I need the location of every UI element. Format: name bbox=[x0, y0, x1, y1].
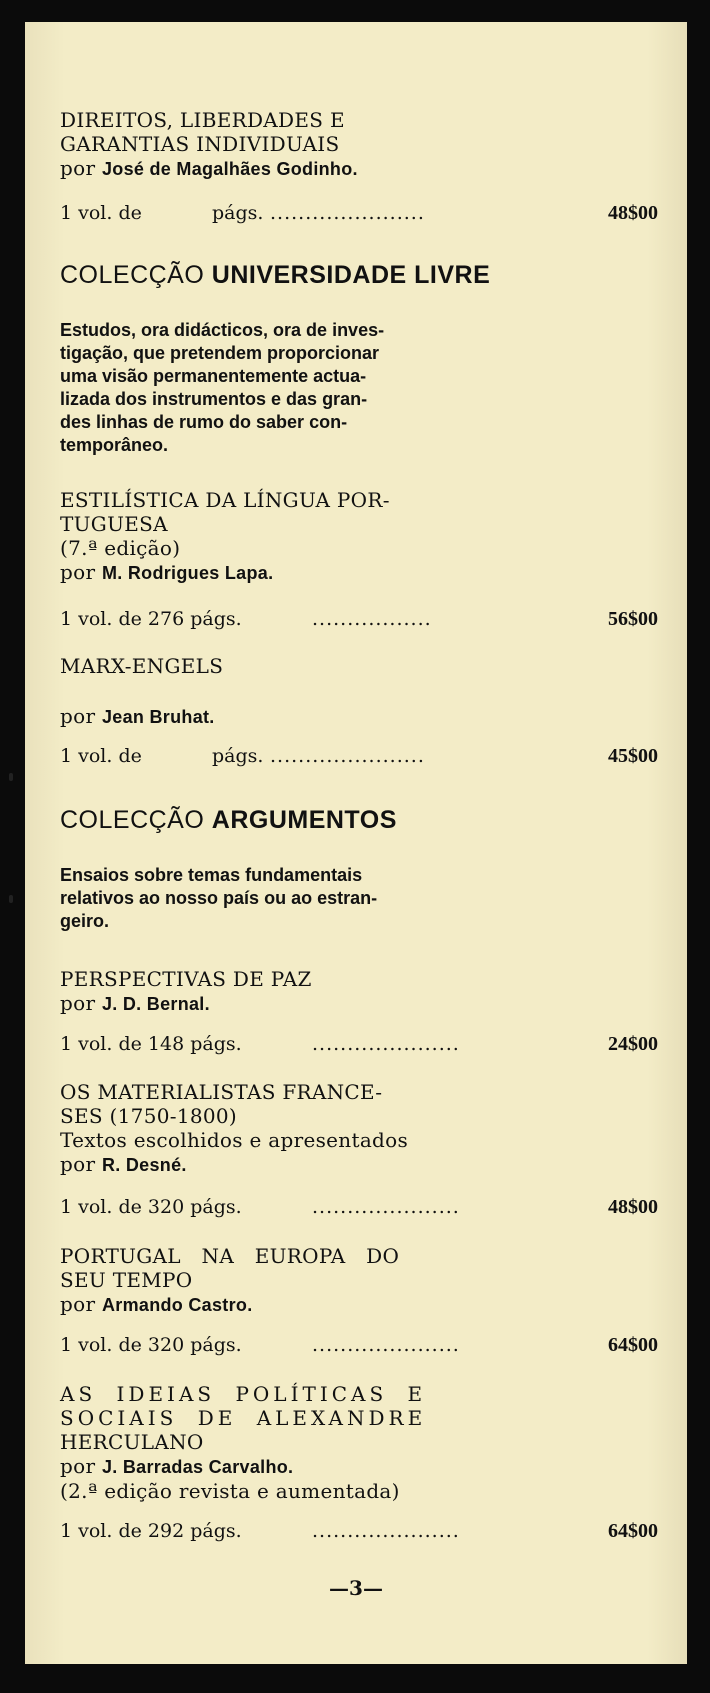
price: 56$00 bbox=[608, 608, 658, 630]
entry-author-line: por José de Magalhães Godinho. bbox=[60, 156, 358, 180]
entry-author-line: por Armando Castro. bbox=[60, 1292, 253, 1316]
entry-materialistas bbox=[60, 1080, 480, 1177]
entry-title: TUGUESA bbox=[60, 512, 168, 536]
volume-label: 1 vol. de 320 págs. bbox=[60, 1196, 242, 1218]
price: 48$00 bbox=[608, 1196, 658, 1218]
entry-author-line: por J. Barradas Carvalho. bbox=[60, 1454, 294, 1478]
price: 64$00 bbox=[608, 1334, 658, 1356]
dot-leader: ...................... bbox=[270, 745, 425, 767]
entry-title: GARANTIAS INDIVIDUAIS bbox=[60, 132, 340, 156]
dot-leader: ...................... bbox=[270, 202, 425, 224]
catalog-page bbox=[25, 22, 687, 1664]
volume-label: 1 vol. de 320 págs. bbox=[60, 1334, 242, 1356]
entry-author-line: por Jean Bruhat. bbox=[60, 704, 215, 728]
entry-edition: (2.ª edição revista e aumentada) bbox=[60, 1479, 400, 1503]
entry-portugal bbox=[60, 1244, 480, 1317]
entry-title: MARX-ENGELS bbox=[60, 654, 224, 678]
entry-author: José de Magalhães Godinho. bbox=[101, 159, 358, 179]
volume-label: 1 vol. de 148 págs. bbox=[60, 1033, 242, 1055]
entry-title: OS MATERIALISTAS FRANCE- bbox=[60, 1080, 383, 1104]
entry-author: Armando Castro. bbox=[101, 1295, 253, 1315]
entry-title: HERCULANO bbox=[60, 1430, 204, 1454]
entry-author-line: por R. Desné. bbox=[60, 1152, 187, 1176]
page-number: —3— bbox=[329, 1576, 383, 1600]
volume-label: págs. bbox=[212, 202, 264, 224]
price-line-direitos bbox=[60, 200, 658, 226]
price: 48$00 bbox=[608, 202, 658, 224]
entry-direitos bbox=[60, 108, 480, 181]
entry-author: R. Desné. bbox=[101, 1155, 187, 1175]
entry-perspectivas bbox=[60, 967, 480, 1016]
entry-author: M. Rodrigues Lapa. bbox=[101, 563, 274, 583]
section-description: Estudos, ora didácticos, ora de inves- tigação, que pretendem proporcionar uma visão permanentemente actua- lizada dos instrumentos e das gran- des linhas de rumo do saber con- temporâneo. bbox=[60, 320, 385, 455]
entry-ideias bbox=[60, 1382, 480, 1503]
price-line-marx bbox=[60, 743, 658, 769]
entry-edition: (7.ª edição) bbox=[60, 536, 181, 560]
volume-label: págs. bbox=[212, 745, 264, 767]
volume-label: 1 vol. de bbox=[60, 745, 142, 767]
volume-label: 1 vol. de 292 págs. bbox=[60, 1520, 242, 1542]
price-line-materialistas bbox=[60, 1194, 658, 1220]
dot-leader: ..................... bbox=[312, 1196, 460, 1218]
entry-title: PERSPECTIVAS DE PAZ bbox=[60, 967, 312, 991]
entry-title: SOCIAIS DE ALEXANDRE bbox=[60, 1406, 427, 1430]
entry-title: AS IDEIAS POLÍTICAS E bbox=[60, 1382, 427, 1406]
entry-title: ESTILÍSTICA DA LÍNGUA POR- bbox=[60, 488, 390, 512]
entry-title: SES (1750-1800) bbox=[60, 1104, 238, 1128]
entry-estilistica bbox=[60, 488, 480, 585]
entry-title: PORTUGAL NA EUROPA DO bbox=[60, 1244, 400, 1268]
margin-mark bbox=[9, 773, 13, 781]
section-heading-argumentos: COLECÇÃO ARGUMENTOS bbox=[60, 806, 397, 834]
price: 64$00 bbox=[608, 1520, 658, 1542]
price-line-ideias bbox=[60, 1518, 658, 1544]
entry-marx-engels bbox=[60, 654, 480, 678]
dot-leader: ..................... bbox=[312, 1334, 460, 1356]
entry-author: Jean Bruhat. bbox=[101, 707, 215, 727]
entry-author-line: por M. Rodrigues Lapa. bbox=[60, 560, 274, 584]
dot-leader: ................. bbox=[312, 608, 432, 630]
dot-leader: ..................... bbox=[312, 1520, 460, 1542]
price: 45$00 bbox=[608, 745, 658, 767]
entry-author: J. Barradas Carvalho. bbox=[101, 1457, 294, 1477]
section-heading-universidade: COLECÇÃO UNIVERSIDADE LIVRE bbox=[60, 261, 491, 289]
entry-title: DIREITOS, LIBERDADES E bbox=[60, 108, 345, 132]
price-line-portugal bbox=[60, 1332, 658, 1358]
dot-leader: ..................... bbox=[312, 1033, 460, 1055]
price-line-estilistica bbox=[60, 606, 658, 632]
price-line-perspectivas bbox=[60, 1031, 658, 1057]
entry-subtitle: Textos escolhidos e apresentados bbox=[60, 1128, 409, 1152]
margin-mark bbox=[9, 895, 13, 903]
volume-label: 1 vol. de bbox=[60, 202, 142, 224]
volume-label: 1 vol. de 276 págs. bbox=[60, 608, 242, 630]
entry-author-line: por J. D. Bernal. bbox=[60, 991, 210, 1015]
entry-author: J. D. Bernal. bbox=[101, 994, 210, 1014]
price: 24$00 bbox=[608, 1033, 658, 1055]
section-description: Ensaios sobre temas fundamentais relativos ao nosso país ou ao estran- geiro. bbox=[60, 865, 378, 931]
entry-title: SEU TEMPO bbox=[60, 1268, 193, 1292]
